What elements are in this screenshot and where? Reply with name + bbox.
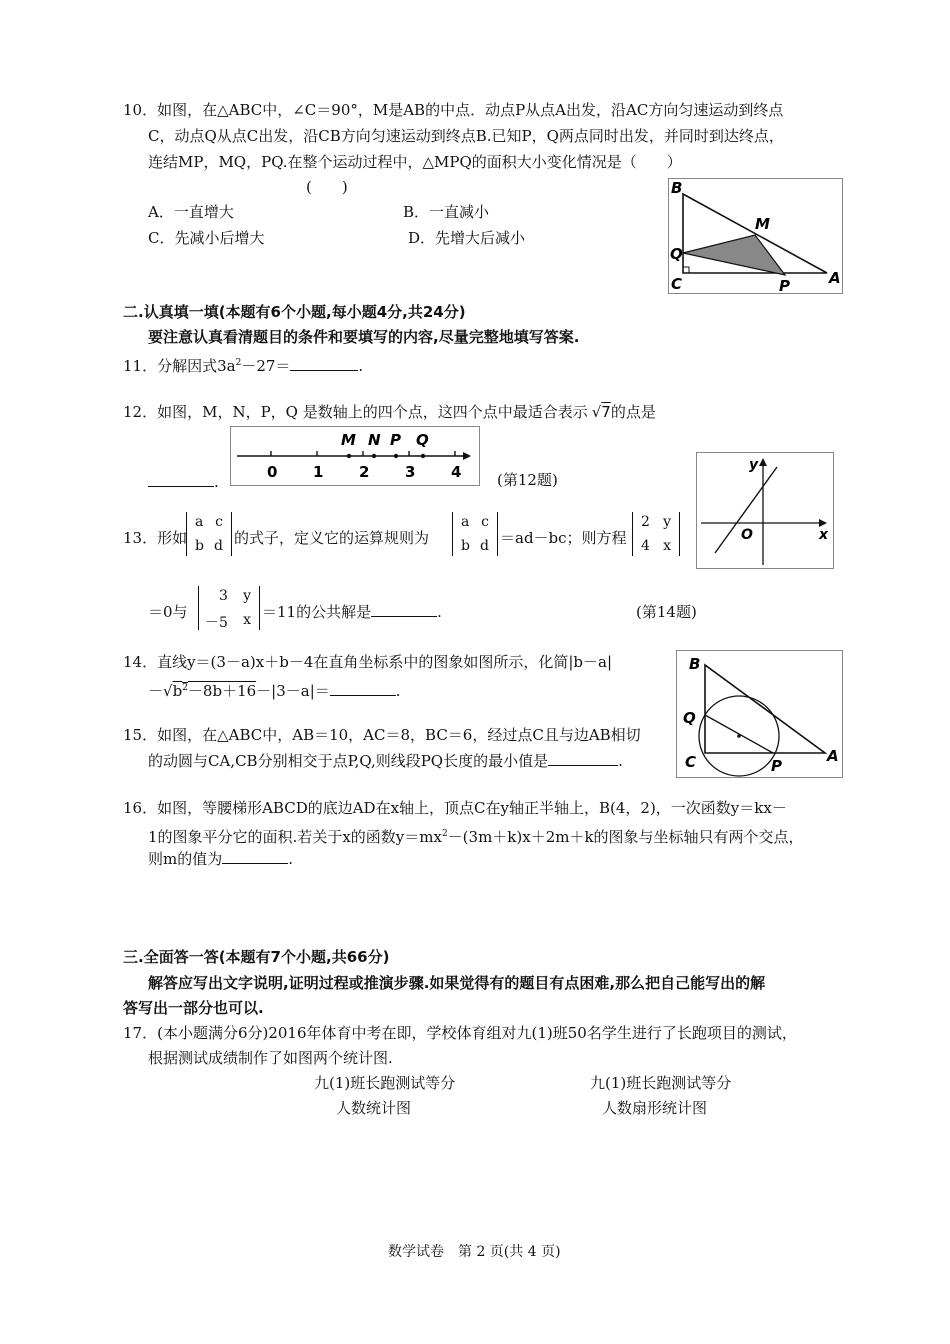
q17-line1: 17．(本小题满分6分)2016年体育中考在即，学校体育组对九(1)班50名学生进行了长跑项目的测试， [123,1024,797,1042]
q17-chart2-title-line2: 人数扇形统计图 [602,1099,708,1117]
q13-mid2: ＝ad－bc；则方程 [500,529,627,547]
q13-line2-pre: ＝0与 [148,603,188,621]
q15-label-c: C [685,753,697,771]
section2-note: 要注意认真看清题目的条件和要填写的内容,尽量完整地填写答案. [148,328,580,346]
q14-label-o: O [741,527,753,543]
q13-matrix-1: a c b d [186,512,232,556]
q15-label-p: P [771,757,782,775]
q14-label-y: y [749,457,759,473]
section3-title: 三.全面答一答(本题有7个小题,共66分) [123,948,390,966]
q10-label-a: A [829,269,841,287]
q10-answer-paren: ( ) [306,178,348,196]
q10-label-b: B [671,179,683,197]
q17-chart1-title-line1: 九(1)班长跑测试等分 [314,1074,456,1092]
q10-label-c: C [671,275,683,293]
section2-title: 二.认真填一填(本题有6个小题,每小题4分,共24分) [123,303,466,321]
q15-label-q: Q [683,709,696,727]
q12-label-q: Q [416,431,429,449]
q12-tick-1: 1 [313,463,324,481]
q16-line1: 16．如图，等腰梯形ABCD的底边AD在x轴上，顶点C在y轴正半轴上，B(4，2)，一次函数y＝kx－ [123,799,787,817]
q15-label-b: B [689,655,701,673]
q10-option-d: D．先增大后减小 [408,229,526,247]
q10-option-a: A．一直增大 [148,203,234,221]
q10-label-p: P [779,277,790,293]
q12-tick-2: 2 [359,463,370,481]
q17-chart1-title-line2: 人数统计图 [336,1099,412,1117]
q13-matrix-3: 2 y 4 x [632,512,680,556]
q12-label-m: M [341,431,356,449]
q12-caption: (第12题) [497,471,558,489]
q13-matrix-2: a c b d [452,512,498,556]
q17-chart2-title-line1: 九(1)班长跑测试等分 [590,1074,732,1092]
q14-line1: 14．直线y＝(3－a)x＋b－4在直角坐标系中的图象如图所示，化简|b－a| [123,653,613,671]
q10-label-q: Q [670,245,683,263]
q14-label-x: x [819,527,829,543]
q12-label-n: N [368,431,381,449]
q10-line3: 连结MP，MQ，PQ.在整个运动过程中，△MPQ的面积大小变化情况是（ ） [148,153,682,171]
q15-label-a: A [827,747,839,765]
q13-mid1: 的式子，定义它的运算规则为 [234,529,430,547]
q10-option-b: B．一直减小 [403,203,490,221]
q14-line2: $-√b^2-8b+16-|3-a|=$ . [148,682,401,700]
q12-line1: 12．如图，M，N，P，Q 是数轴上的四个点，这四个点中最适合表示 √7的点是 [123,403,656,421]
q10-triangle-figure [668,178,843,294]
q15-line1: 15．如图，在△ABC中，AB＝10，AC＝8，BC＝6，经过点C且与边AB相切 [123,726,641,744]
q12-number-line-figure [230,426,480,486]
q12-tick-3: 3 [405,463,416,481]
q10-label-m: M [755,215,770,233]
q12-blank: . [148,472,219,492]
q16-line3: 则m的值为 . [148,850,294,868]
q13-pre: 13．形如 [123,529,188,547]
section3-note-line2: 答写出一部分也可以. [123,999,264,1017]
q10-line1: 10．如图，在△ABC中，∠C＝90°，M是AB的中点．动点P从点A出发，沿AC方向匀速运动到终点 [123,101,784,119]
q14-caption: (第14题) [636,603,697,621]
page-footer: 数学试卷 第 2 页(共 4 页) [388,1244,561,1260]
q10-option-c: C．先减小后增大 [148,229,265,247]
q13-matrix-4: 3 y －5 x [198,586,260,630]
q11: 11．分解因式$3a^2-27=$ . [123,357,364,375]
q12-tick-4: 4 [451,463,462,481]
q13-line2-post: ＝11的公共解是 . [262,603,442,621]
q15-triangle-circle-figure [676,650,843,778]
q15-line2: 的动圆与CA,CB分别相交于点P,Q,则线段PQ长度的最小值是 . [148,752,623,770]
q12-tick-0: 0 [267,463,278,481]
q14-graph-figure [696,452,834,569]
q17-line2: 根据测试成绩制作了如图两个统计图. [148,1049,393,1067]
q10-line2: C，动点Q从点C出发，沿CB方向匀速运动到终点B.已知P，Q两点同时出发，并同时到达终点， [148,127,784,145]
q16-line2: 1的图象平分它的面积.若关于x的函数$y=mx^2-(3m+k)x+2m+k$的图象与坐标轴只有两个交点， [148,828,804,846]
section3-note-line1: 解答应写出文字说明,证明过程或推演步骤.如果觉得有的题目有点困难,那么把自己能写出的解 [148,974,766,992]
q12-label-p: P [390,431,401,449]
